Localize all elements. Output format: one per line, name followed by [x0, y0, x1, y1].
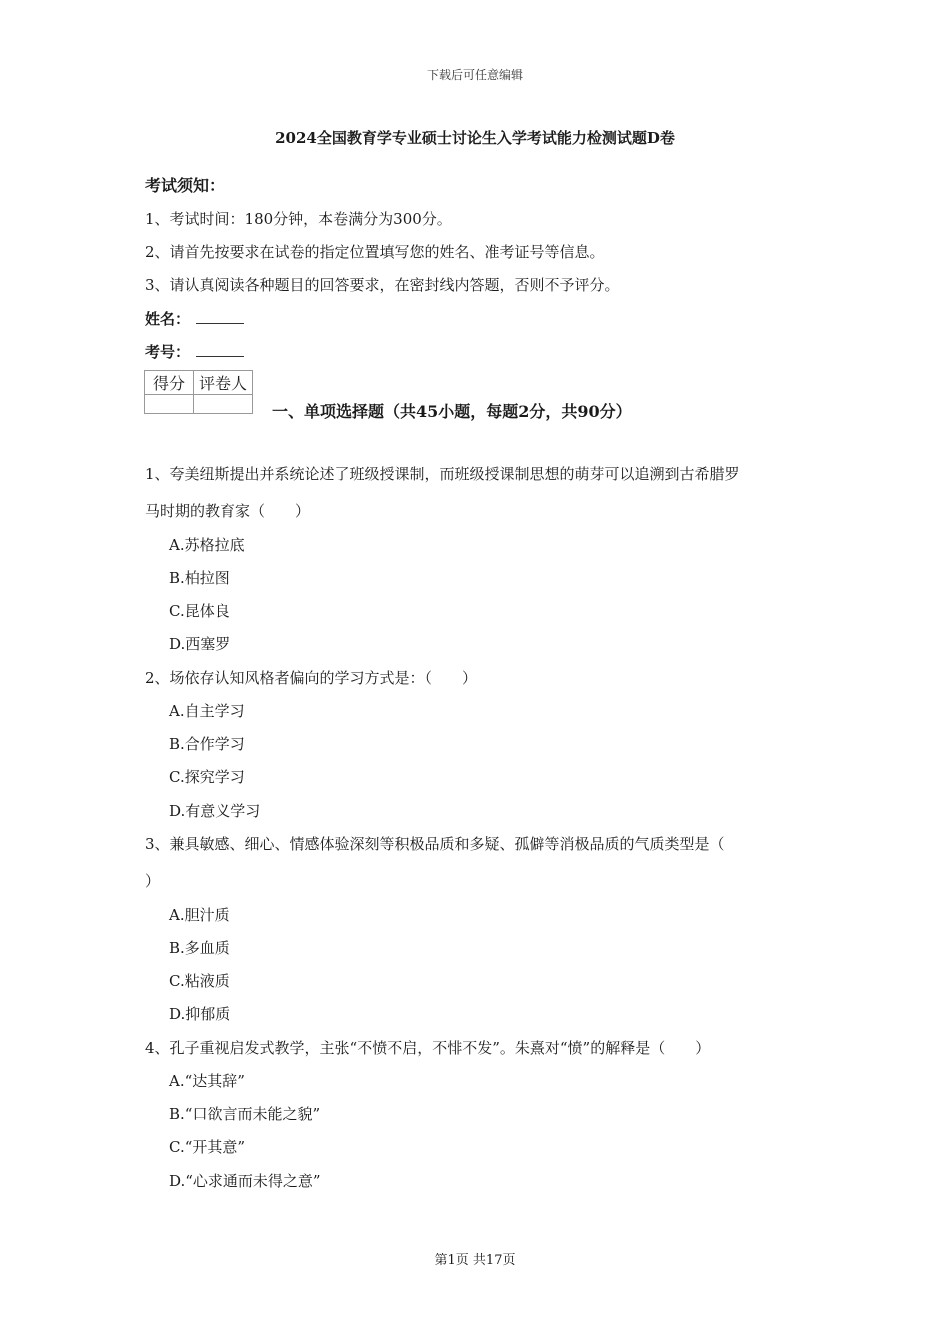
question-2-line-1: 2、场依存认知风格者偏向的学习方式是：（ ）	[145, 669, 478, 687]
question-1-line-2: 马时期的教育家（ ）	[145, 502, 311, 520]
question-1-option-d[interactable]: D.西塞罗	[169, 635, 231, 653]
page-header: 下载后可任意编辑	[426, 68, 523, 82]
name-label: 姓名：	[145, 310, 191, 328]
question-3-option-d[interactable]: D.抑郁质	[169, 1005, 231, 1023]
notice-item: 2、请首先按要求在试卷的指定位置填写您的姓名、准考证号等信息。	[145, 243, 605, 261]
name-field	[145, 308, 244, 329]
question-1-option-c[interactable]: C.昆体良	[169, 602, 230, 620]
question-3-line-1: 3、兼具敏感、细心、情感体验深刻等积极品质和多疑、孤僻等消极品质的气质类型是（	[145, 835, 725, 853]
question-4-option-d[interactable]: D.“心求通而未得之意”	[169, 1172, 321, 1190]
question-3-line-2: ）	[145, 872, 161, 890]
question-4-line-1: 4、孔子重视启发式教学，主张“不愤不启，不悱不发”。朱熹对“愤”的解释是（ ）	[145, 1039, 711, 1057]
notice-item: 1、考试时间：180分钟，本卷满分为300分。	[145, 210, 452, 228]
document-title: 2024全国教育学专业硕士讨论生入学考试能力检测试题D卷	[275, 129, 675, 147]
question-1-option-b[interactable]: B.柏拉图	[169, 569, 230, 587]
question-3-option-c[interactable]: C.粘液质	[169, 972, 230, 990]
question-3-option-b[interactable]: B.多血质	[169, 939, 230, 957]
section-title: 一、单项选择题（共45小题，每题2分，共90分）	[272, 402, 632, 421]
question-1-option-a[interactable]: A.苏格拉底	[169, 536, 245, 554]
grader-cell[interactable]	[194, 395, 253, 414]
question-3-option-a[interactable]: A.胆汁质	[169, 906, 230, 924]
score-table	[144, 370, 253, 414]
notice-heading: 考试须知：	[145, 176, 226, 195]
id-field	[145, 341, 244, 362]
question-4-option-a[interactable]: A.“达其辞”	[169, 1072, 245, 1090]
question-1-line-1: 1、夸美纽斯提出并系统论述了班级授课制，而班级授课制思想的萌芽可以追溯到古希腊罗	[145, 465, 740, 483]
question-2-option-b[interactable]: B.合作学习	[169, 735, 245, 753]
id-label: 考号：	[145, 343, 191, 361]
grader-header: 评卷人	[194, 371, 253, 395]
question-2-option-c[interactable]: C.探究学习	[169, 768, 245, 786]
question-2-option-a[interactable]: A.自主学习	[169, 702, 245, 720]
notice-item: 3、请认真阅读各种题目的回答要求，在密封线内答题，否则不予评分。	[145, 276, 620, 294]
score-header: 得分	[145, 371, 194, 395]
question-2-option-d[interactable]: D.有意义学习	[169, 802, 261, 820]
page-footer: 第1页 共17页	[434, 1253, 516, 1268]
question-4-option-c[interactable]: C.“开其意”	[169, 1138, 246, 1156]
name-blank[interactable]	[196, 309, 244, 324]
score-cell[interactable]	[145, 395, 194, 414]
question-4-option-b[interactable]: B.“口欲言而未能之貌”	[169, 1105, 321, 1123]
id-blank[interactable]	[196, 342, 244, 357]
